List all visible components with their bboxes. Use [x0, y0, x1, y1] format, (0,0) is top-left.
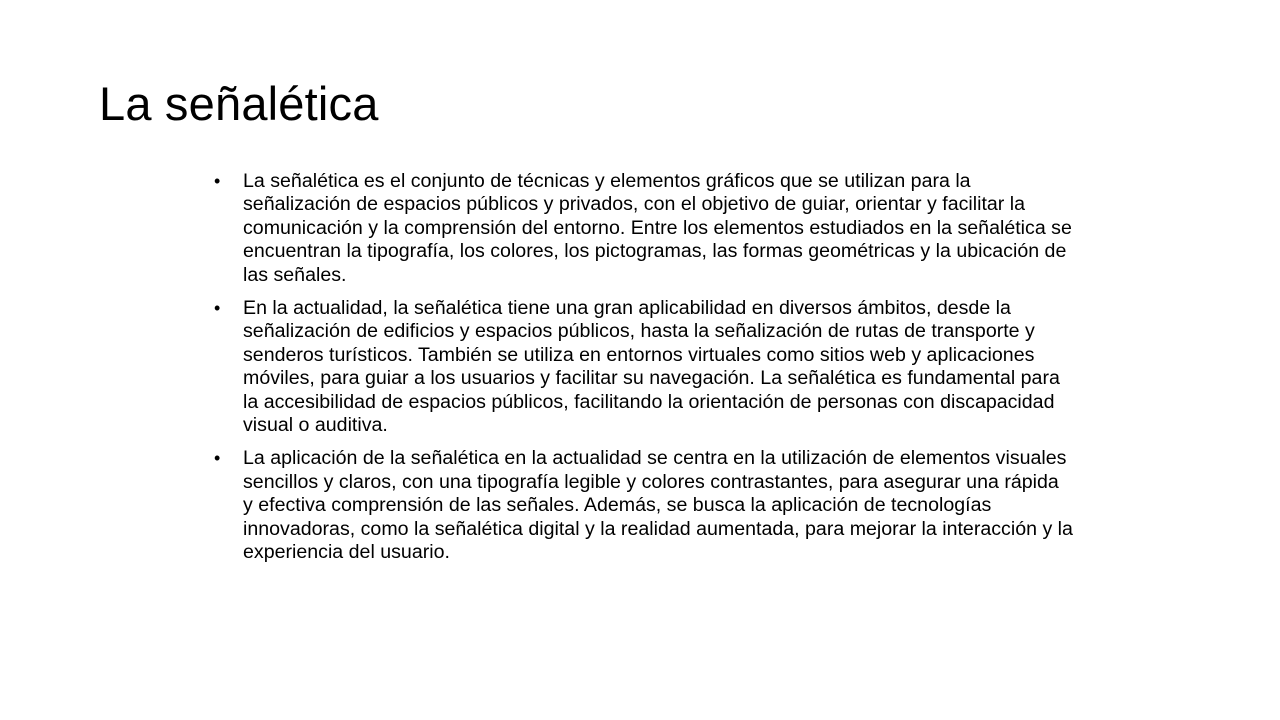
bullet-list	[214, 170, 1074, 575]
bullet-item	[214, 447, 1074, 564]
bullet-text: La señalética es el conjunto de técnicas y elementos gráficos que se utilizan para la señalización de espacios públicos y privados, con el objetivo de guiar, orientar y facilitar la comunicación y la comprensión del entorno. Entre los elementos estudiados en la señalética se encuentran la tipografía, los colores, los pictogramas, las formas geométricas y la ubicación de las señales.	[243, 170, 1072, 286]
bullet-item	[214, 297, 1074, 437]
bullet-item	[214, 170, 1074, 287]
bullet-dot-icon: •	[214, 448, 221, 469]
bullet-text: La aplicación de la señalética en la actualidad se centra en la utilización de elementos visuales sencillos y claros, con una tipografía legible y colores contrastantes, para asegurar una rápida y efectiva comprensión de las señales. Además, se busca la aplicación de tecnologías innovadoras, como la señalética digital y la realidad aumentada, para mejorar la interacción y la experiencia del usuario.	[243, 447, 1073, 564]
bullet-dot-icon: •	[214, 298, 221, 319]
bullet-dot-icon: •	[214, 171, 221, 191]
bullet-text: En la actualidad, la señalética tiene una gran aplicabilidad en diversos ámbitos, desde la señalización de edificios y espacios públicos, hasta la señalización de rutas de transporte y senderos turísticos. También se utiliza en entornos virtuales como sitios web y aplicaciones móviles, para guiar a los usuarios y facilitar su navegación. La señalética es fundamental para la accesibilidad de espacios públicos, facilitando la orientación de personas con discapacidad visual o auditiva.	[243, 297, 1060, 437]
slide-title: La señalética	[99, 77, 379, 130]
